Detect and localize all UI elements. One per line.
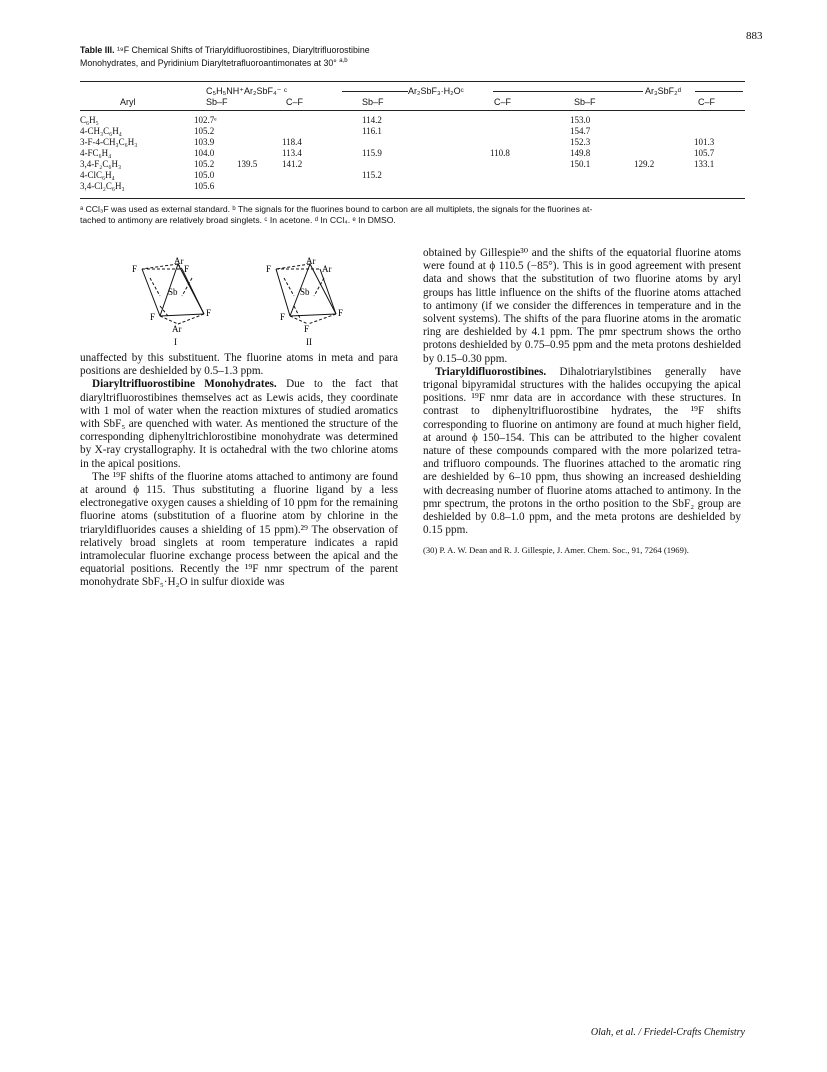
running-footer: Olah, et al. / Friedel-Crafts Chemistry (590, 1027, 745, 1038)
group-header-monohydrate: Ar₂SbF₃·H₂Oᶜ (408, 86, 464, 96)
cell-value: 139.5 (237, 159, 258, 169)
cell-value: 133.1 (694, 159, 715, 169)
table-footnote-line1: ᵃ CCl₃F was used as external standard. ᵇ The signals for the fluorines bound to carbon are all multiplets, the signals for the fluorines at- (80, 204, 593, 214)
structure-ii-sb: Sb (300, 287, 310, 297)
structure-i-f4: F (206, 308, 212, 318)
table-caption-line2: Monohydrates, and Pyridinium Diaryltetrafluoroantimonates at 30° (80, 57, 340, 68)
section-heading-triaryl: Triaryldifluorostibines. (435, 365, 547, 378)
cell-value: 154.7 (570, 126, 591, 136)
cell-aryl: 3,4-Cl₂C₆H₃ (80, 181, 125, 191)
structure-ii-label: II (306, 337, 312, 347)
col-header-cf-2: C–F (494, 97, 512, 107)
cell-aryl: 4-CH₃C₆H₄ (80, 126, 122, 136)
right-column (423, 247, 741, 556)
cell-value: 104.0 (194, 148, 215, 158)
structure-i-f1: F (132, 264, 138, 274)
structure-i (120, 256, 240, 348)
cell-aryl: C₆H₅ (80, 115, 99, 125)
page-number: 883 (746, 30, 763, 42)
structure-ii-f2: F (280, 312, 286, 322)
structure-ii-ar-right: Ar (322, 264, 332, 274)
group-header-pyridinium: C₅H₅NH⁺Ar₂SbF₄⁻ ᶜ (206, 86, 288, 96)
left-paragraph-2-text: Due to the fact that diaryltrifluorostibines themselves act as Lewis acids, they coordinate with 1 mol of water when the reaction mixtures of studied aromatics with SbF₅ are quenched with water. As mentioned the structure of the corresponding diphenyltrichlorostibine monohydrate was determined by X-ray crystallography. It is octahedral with the two chlorine atoms in the apical positions. (80, 378, 398, 470)
cell-value: 153.0 (570, 115, 591, 125)
reference-30: (30) P. A. W. Dean and R. J. Gillespie, J. Amer. Chem. Soc., 91, 7264 (1969). (423, 545, 689, 556)
cell-aryl: 4-FC₆H₄ (80, 148, 112, 158)
table-caption (80, 45, 760, 69)
cell-value: 114.2 (362, 115, 382, 125)
table-bottom-rule (80, 198, 745, 199)
cell-value: 105.0 (194, 170, 215, 180)
cell-value: 116.1 (362, 126, 382, 136)
cell-value: 101.3 (694, 137, 715, 147)
group-header-triaryl: Ar₃SbF₂ᵈ (645, 86, 682, 96)
cell-value: 113.4 (282, 148, 302, 158)
cell-value: 152.3 (570, 137, 591, 147)
group-brace-right-a (543, 91, 643, 95)
structure-i-f3: F (150, 312, 156, 322)
structure-ii-f3: F (338, 308, 344, 318)
right-paragraph-2 (423, 366, 741, 538)
cell-aryl: 3-F-4-CH₃C₆H₃ (80, 137, 138, 147)
table-caption-line1: ¹⁹F Chemical Shifts of Triaryldifluorostibines, Diaryltrifluorostibine (117, 45, 370, 55)
cell-value: 105.2 (194, 126, 215, 136)
table-top-rule (80, 81, 745, 82)
cell-value: 129.2 (634, 159, 655, 169)
structure-i-sb: Sb (168, 287, 178, 297)
section-heading-monohydrates: Diaryltrifluorostibine Monohydrates. (92, 378, 277, 391)
cell-value: 149.8 (570, 148, 591, 158)
structure-i-ar-top: Ar (174, 256, 184, 266)
cell-value: 105.7 (694, 148, 715, 158)
cell-value: 118.4 (282, 137, 302, 147)
left-paragraph-3: The ¹⁹F shifts of the fluorine atoms attached to antimony are found at around ϕ 115. Thus substituting a fluorine ligand by a less electronegative oxygen causes a shielding of 10 ppm for the remaining fluorine atoms (substitution of a fluorine atom by chlorine in the triaryldifluorides causes a shielding of 15 ppm).²⁹ The observation of relatively broad singlets at room temperature indicates a rapid intramolecular fluorine exchange process between the apical and the equatorial positions. Recently the ¹⁹F nmr spectrum of the parent monohydrate SbF₅·H₂O in sulfur dioxide was (80, 470, 398, 589)
cell-value: 141.2 (282, 159, 303, 169)
cell-aryl: 3,4-F₂C₆H₃ (80, 159, 122, 169)
structure-i-f2: F (184, 264, 190, 274)
left-paragraph-2 (80, 378, 398, 470)
structure-ii (258, 256, 378, 348)
cell-value: 115.9 (362, 148, 382, 158)
group-brace-left (342, 91, 408, 95)
table-caption-sup: a,b (339, 58, 348, 64)
right-paragraph-1: obtained by Gillespie³⁰ and the shifts of the equatorial fluorine atoms were found at ϕ 110.5 (−85°). This is in good agreement with present data and shows that the substitution of two fluorine atoms by aryl groups has little influence on the shifts of the fluorine atoms attached to antimony (if we consider the differences in temperature and in the solvent systems). The shifts of the para fluorine atoms in the aromatic ring are deshielded by 4.1 ppm. The pmr spectrum shows the ortho protons deshielded by 0.75–0.95 ppm and the meta protons deshielded by 0.15–0.30 ppm. (423, 247, 741, 365)
cell-value: 110.8 (490, 148, 510, 158)
table-footnote-line2: tached to antimony are relatively broad singlets. ᶜ In acetone. ᵈ In CCl₄. ᵉ In DMSO. (80, 215, 396, 225)
structure-i-label: I (174, 337, 177, 347)
structure-ii-f4: F (304, 324, 310, 334)
structure-ii-f1: F (266, 264, 272, 274)
col-header-sbf-2: Sb–F (362, 97, 384, 107)
table-footnotes (80, 204, 745, 226)
cell-value: 115.2 (362, 170, 382, 180)
cell-value: 102.7ᵉ (194, 115, 217, 125)
cell-value: 105.6 (194, 181, 215, 191)
structure-i-ar-bottom: Ar (172, 324, 182, 334)
left-paragraph-1: unaffected by this substituent. The fluorine atoms in meta and para positions are deshielded by 0.5–1.3 ppm. (80, 352, 398, 378)
group-brace-right-b (695, 91, 743, 95)
cell-value: 150.1 (570, 159, 591, 169)
left-column (80, 352, 398, 590)
right-paragraph-2-text: Dihalotriarylstibines generally have trigonal bipyramidal structures with the halides occupying the apical positions. ¹⁹F nmr data are in accordance with these structures. In contrast to diphenyltrifluorostibine hydrates, the ¹⁹F shifts corresponding to fluorine on antimony are found at much higher field, at around ϕ 150–154. This can be attributed to the higher covalent nature of these compounds compared with the more polarized tetra- and trifluoro compounds. The fluorines attached to the aromatic ring are deshielded by 6–10 ppm, thus showing an increased deshielding with decreasing number of fluorine atoms attached to antimony. In the pmr spectrum, the protons in the ortho position to the SbF₂ group are deshielded by 0.8–1.0 ppm, and the meta protons are deshielded by 0.15 ppm. (423, 365, 741, 537)
col-header-sbf-3: Sb–F (574, 97, 596, 107)
table-header-rule (80, 110, 745, 111)
col-header-cf-3: C–F (698, 97, 716, 107)
structure-ii-ar-top: Ar (306, 256, 316, 266)
table-label: Table III. (80, 45, 115, 55)
col-header-aryl: Aryl (120, 97, 136, 107)
cell-aryl: 4-ClC₆H₄ (80, 170, 115, 180)
col-header-cf-1: C–F (286, 97, 304, 107)
col-header-sbf-1: Sb–F (206, 97, 228, 107)
cell-value: 105.2 (194, 159, 215, 169)
cell-value: 103.9 (194, 137, 215, 147)
